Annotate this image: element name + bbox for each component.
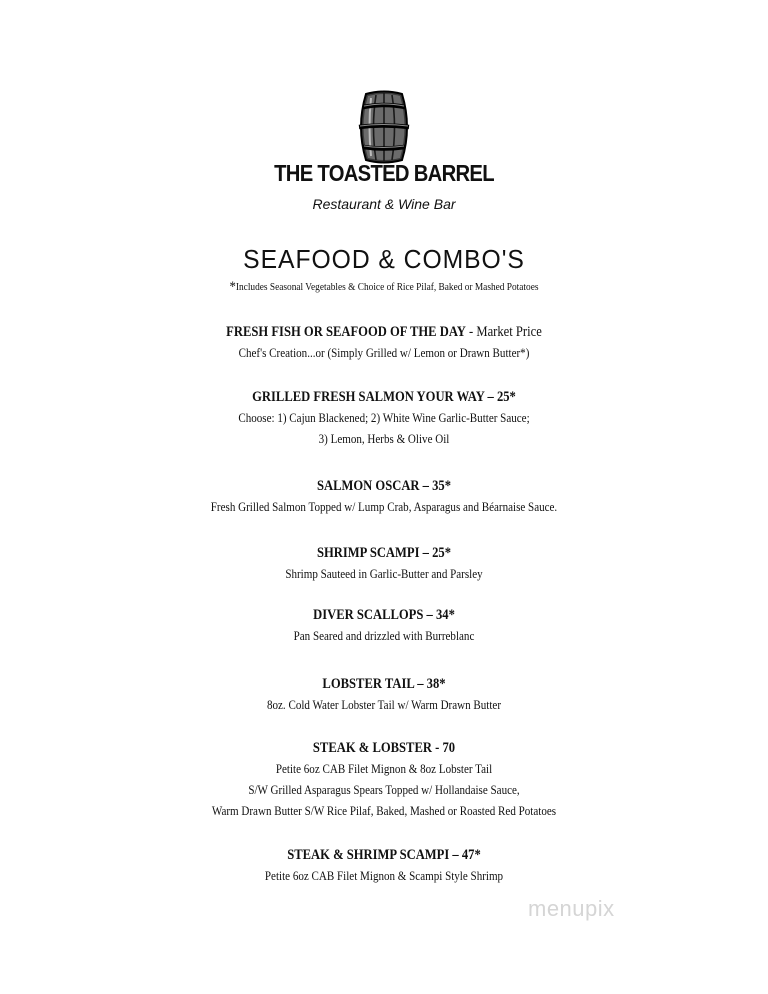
- item-desc: Petite 6oz CAB Filet Mignon & 8oz Lobster Tail: [275, 761, 493, 776]
- menu-item-diver-scallops: [0, 605, 768, 646]
- note-asterisk: *: [229, 279, 236, 295]
- menu-item-lobster-tail: [0, 674, 768, 715]
- item-title: DIVER SCALLOPS – 34*: [313, 607, 455, 623]
- item-name: FRESH FISH OR SEAFOOD OF THE DAY: [226, 324, 466, 340]
- item-desc: 8oz. Cold Water Lobster Tail w/ Warm Drawn Butter: [266, 697, 502, 712]
- item-desc: Shrimp Sauteed in Garlic-Butter and Parsley: [285, 566, 483, 581]
- menu-item-shrimp-scampi: [0, 543, 768, 584]
- note-text: Includes Seasonal Vegetables & Choice of Rice Pilaf, Baked or Mashed Potatoes: [235, 281, 539, 293]
- item-title: LOBSTER TAIL – 38*: [322, 676, 446, 692]
- menu-item-fresh-fish: [0, 322, 768, 363]
- item-price: - Market Price: [465, 324, 542, 340]
- item-title: STEAK & LOBSTER - 70: [312, 740, 456, 756]
- menu-item-steak-shrimp-scampi: [0, 845, 768, 886]
- item-desc: Petite 6oz CAB Filet Mignon & Scampi Style Shrimp: [264, 868, 504, 883]
- item-desc: S/W Grilled Asparagus Spears Topped w/ Hollandaise Sauce,: [248, 782, 520, 797]
- item-desc: 3) Lemon, Herbs & Olive Oil: [318, 431, 450, 446]
- item-title: SHRIMP SCAMPI – 25*: [316, 545, 452, 561]
- item-title: STEAK & SHRIMP SCAMPI – 47*: [287, 847, 481, 863]
- item-desc: Chef's Creation...or (Simply Grilled w/ Lemon or Drawn Butter*): [238, 345, 530, 360]
- menu-item-grilled-salmon: [0, 387, 768, 449]
- item-title: [61, 322, 706, 342]
- section-note: [58, 279, 711, 296]
- item-desc: Choose: 1) Cajun Blackened; 2) White Wine Garlic-Butter Sauce;: [238, 410, 530, 425]
- item-title: SALMON OSCAR – 35*: [316, 478, 452, 494]
- item-desc: Pan Seared and drizzled with Burreblanc: [293, 628, 475, 643]
- section-title: SEAFOOD & COMBO'S: [243, 244, 525, 274]
- brand-name: THE TOASTED BARREL: [274, 160, 494, 186]
- barrel-icon: [354, 90, 414, 164]
- menu-item-salmon-oscar: [0, 476, 768, 517]
- menu-item-steak-lobster: [0, 738, 768, 821]
- brand-tagline: Restaurant & Wine Bar: [312, 196, 456, 212]
- item-desc: Fresh Grilled Salmon Topped w/ Lump Crab, Asparagus and Béarnaise Sauce.: [210, 499, 558, 514]
- item-desc: Warm Drawn Butter S/W Rice Pilaf, Baked, Mashed or Roasted Red Potatoes: [211, 803, 557, 818]
- watermark: menupix: [528, 896, 615, 921]
- item-title: GRILLED FRESH SALMON YOUR WAY – 25*: [252, 389, 516, 405]
